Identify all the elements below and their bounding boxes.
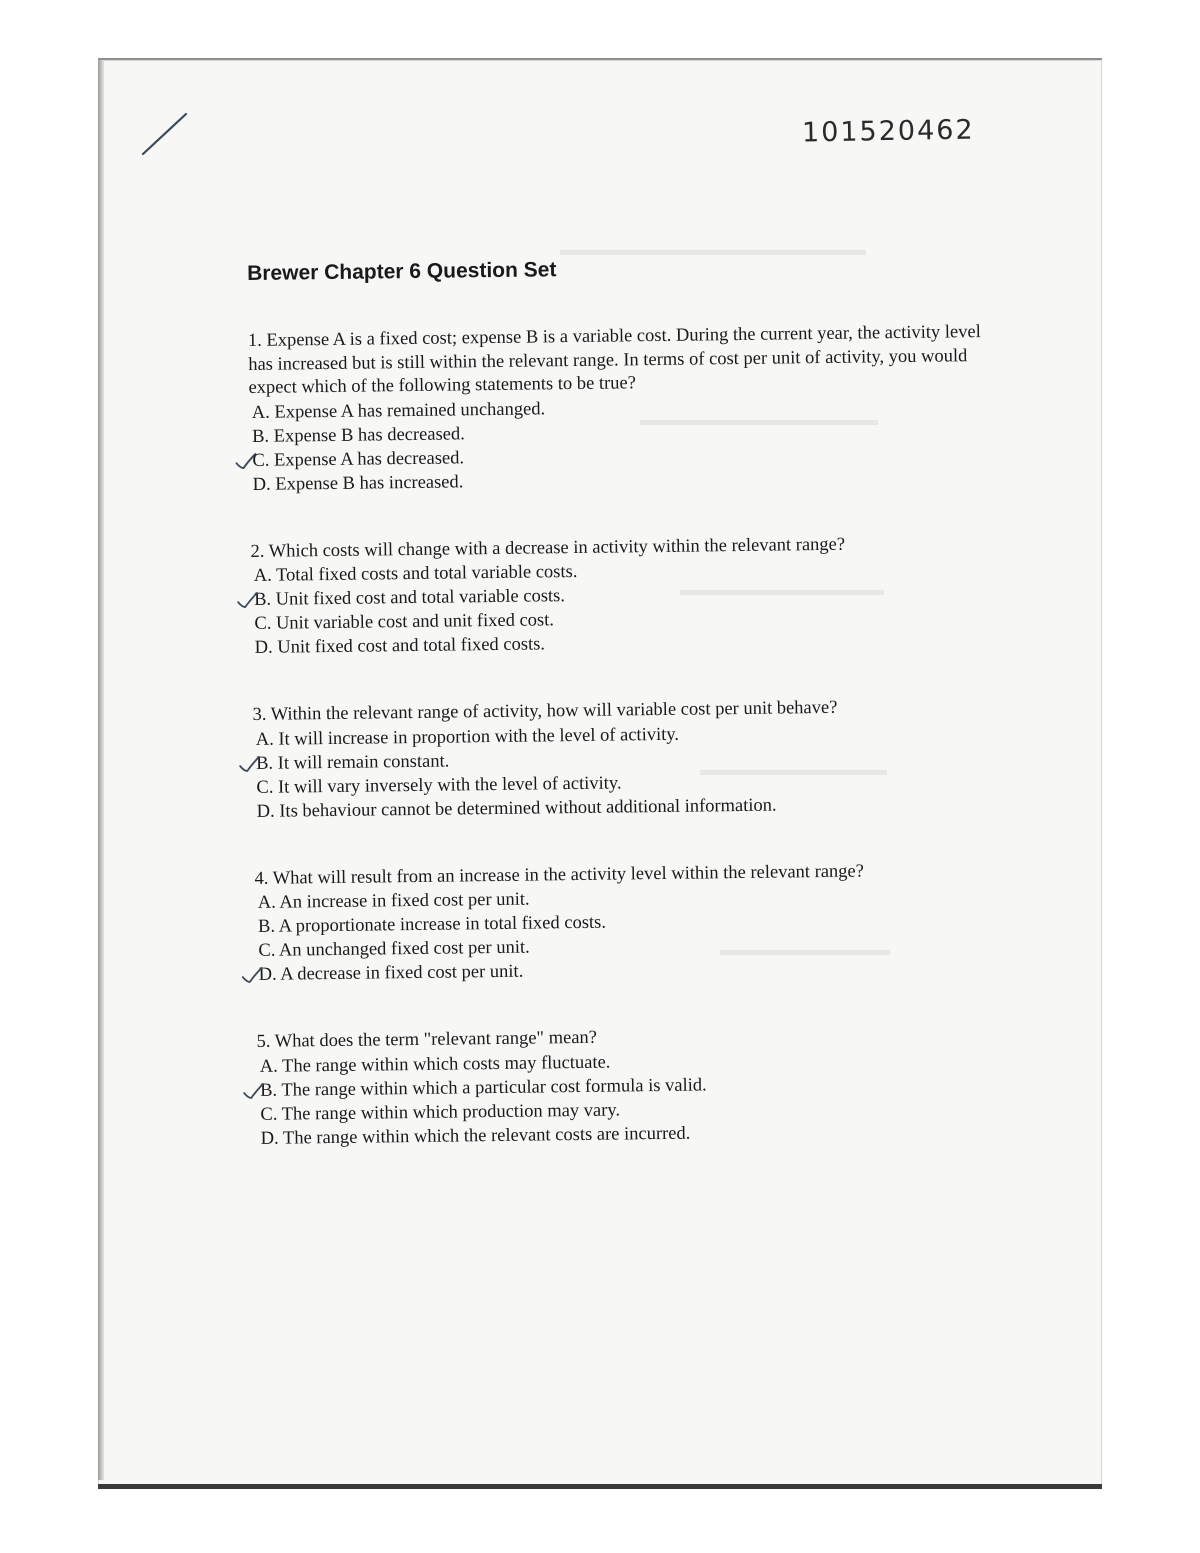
option-text: A. An increase in fixed cost per unit. xyxy=(257,889,530,913)
option-text: A. Expense A has remained unchanged. xyxy=(251,398,546,423)
question-stem: 3. Within the relevant range of activity, how will variable cost per unit behave? xyxy=(252,697,838,725)
option-text: B. Unit fixed cost and total variable costs. xyxy=(254,586,566,610)
scan-bottom-edge xyxy=(98,1484,1102,1489)
option-text: B. It will remain constant. xyxy=(256,751,450,774)
show-through-text: ▬▬▬▬▬▬▬▬▬▬ xyxy=(720,940,890,959)
answer-options xyxy=(257,1045,998,1150)
option-text: A. The range within which costs may fluctuate. xyxy=(259,1052,611,1077)
checkmark-icon xyxy=(236,590,258,610)
show-through-text: ▬▬▬▬▬▬▬▬▬▬▬▬▬▬ xyxy=(640,410,878,429)
scan-left-edge xyxy=(98,60,104,1480)
option-text: B. The range within which a particular cost formula is valid. xyxy=(259,1074,707,1101)
option-text: C. It will vary inversely with the level of activity. xyxy=(256,772,622,798)
answer-options xyxy=(251,555,992,660)
answer-options xyxy=(249,391,990,496)
option-text: C. An unchanged fixed cost per unit. xyxy=(258,937,530,961)
checkmark-icon xyxy=(234,450,256,470)
answer-options xyxy=(253,718,994,823)
option-text: B. A proportionate increase in total fixed costs. xyxy=(258,912,607,937)
question-1 xyxy=(248,321,990,497)
answer-options xyxy=(255,882,996,987)
option-text: C. The range within which production may vary. xyxy=(260,1100,621,1125)
question-stem: 4. What will result from an increase in the activity level within the relevant range? xyxy=(254,861,865,889)
question-list xyxy=(248,321,998,1150)
option-text: D. Expense B has increased. xyxy=(252,471,464,495)
question-3 xyxy=(252,695,993,824)
option-text: D. Unit fixed cost and total fixed costs. xyxy=(254,634,546,658)
question-stem: 5. What does the term "relevant range" mean? xyxy=(256,1027,598,1052)
option-text: A. Total fixed costs and total variable costs. xyxy=(253,561,578,586)
show-through-text: ▬▬▬▬▬▬▬▬▬▬▬▬▬▬▬▬▬▬ xyxy=(560,240,866,259)
option-text: D. The range within which the relevant costs are incurred. xyxy=(260,1123,691,1149)
question-stem: 2. Which costs will change with a decrease in activity within the relevant range? xyxy=(250,534,846,562)
question-5 xyxy=(256,1022,997,1151)
option-text: C. Unit variable cost and unit fixed cost. xyxy=(254,610,555,634)
show-through-text: ▬▬▬▬▬▬▬▬▬▬▬ xyxy=(700,760,887,779)
question-stem: 1. Expense A is a fixed cost; expense B is a variable cost. During the current year, the activity level has increased but is still within the relevant range. In terms of cost per unit of activity, you would expect which of the following statements to be true? xyxy=(247,322,981,398)
question-2 xyxy=(250,531,991,660)
checkmark-icon xyxy=(238,753,260,773)
option-text: A. It will increase in proportion with the level of activity. xyxy=(255,724,680,750)
option-text: B. Expense B has decreased. xyxy=(252,423,465,447)
show-through-text: ▬▬▬▬▬▬▬▬▬▬▬▬ xyxy=(680,580,884,599)
question-4 xyxy=(254,858,995,987)
question-set xyxy=(247,253,998,1194)
option-text: D. Its behaviour cannot be determined without additional information. xyxy=(256,795,777,822)
handwritten-student-id: 101520462 xyxy=(801,114,975,149)
checkmark-icon xyxy=(242,1080,264,1100)
option-text: D. A decrease in fixed cost per unit. xyxy=(258,961,524,985)
page-title: Brewer Chapter 6 Question Set xyxy=(247,258,557,285)
option-text: C. Expense A has decreased. xyxy=(252,447,465,471)
checkmark-icon xyxy=(241,965,263,985)
pen-stroke-icon xyxy=(140,110,190,158)
